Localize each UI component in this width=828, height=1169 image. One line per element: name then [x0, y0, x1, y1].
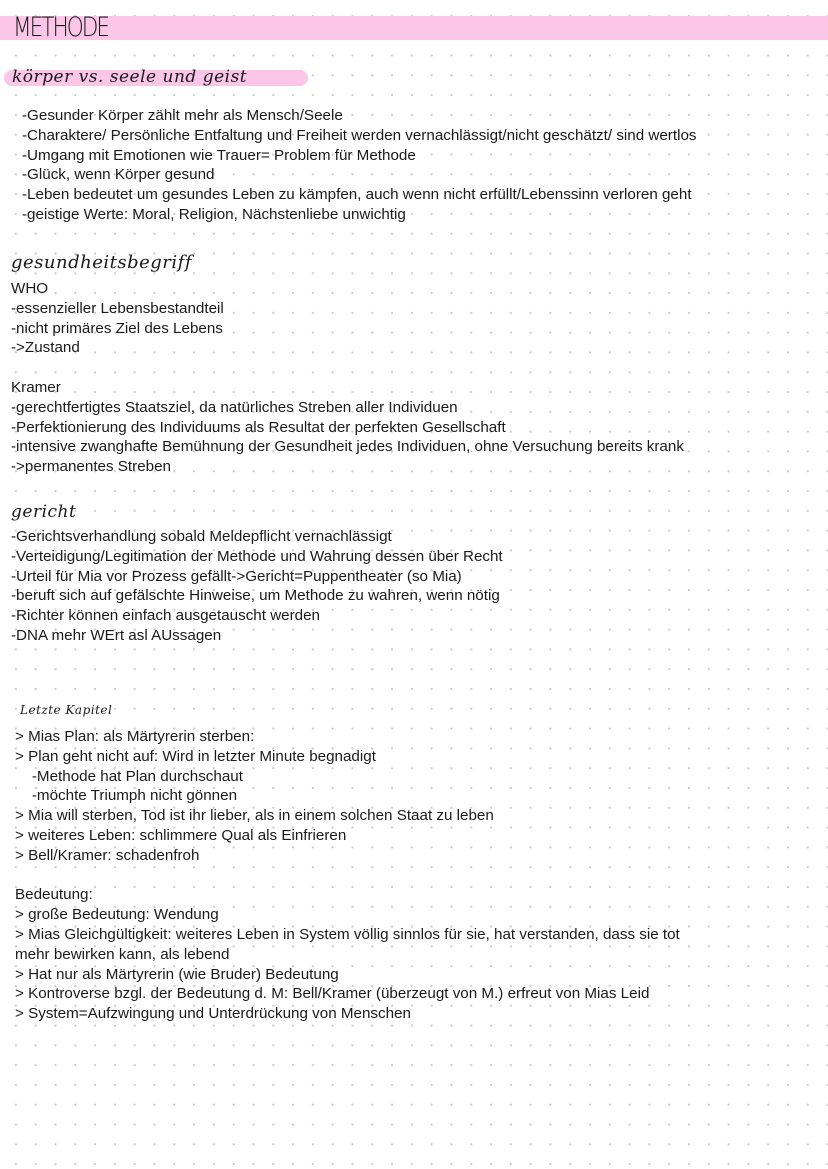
note-line: > Bell/Kramer: schadenfroh: [15, 846, 200, 864]
note-line: -Urteil für Mia vor Prozess gefällt->Gericht=Puppentheater (so Mia): [11, 567, 462, 585]
note-line: -Umgang mit Emotionen wie Trauer= Problem für Methode: [22, 146, 416, 164]
note-line: ->Zustand: [11, 339, 80, 357]
note-line: -gerechtfertigtes Staatsziel, da natürliches Streben aller Individuen: [11, 398, 458, 416]
note-line: > Hat nur als Märtyrerin (wie Bruder) Bedeutung: [15, 965, 339, 983]
page-title: METHODE: [13, 12, 109, 43]
note-line: -DNA mehr WErt asl AUssagen: [11, 626, 222, 644]
note-line: -Verteidigung/Legitimation der Methode und Wahrung dessen über Recht: [11, 547, 503, 565]
note-line: -essenzieller Lebensbestandteil: [11, 299, 224, 317]
note-line: > Mia will sterben, Tod ist ihr lieber, als in einem solchen Staat zu leben: [15, 807, 494, 825]
note-line-empty: [11, 358, 684, 378]
note-line-empty: [15, 866, 795, 886]
note-line: > weiteres Leben: schlimmere Qual als Einfrieren: [15, 826, 347, 844]
gesundheit-notes: [11, 279, 684, 477]
note-line: -nicht primäres Ziel des Lebens: [11, 319, 223, 337]
koerper-notes: [22, 106, 697, 225]
note-line: Bedeutung:: [15, 886, 93, 904]
heading-koerper: körper vs. seele und geist: [12, 67, 248, 87]
note-line: -Richter können einfach ausgetauscht werden: [11, 607, 321, 625]
note-line: -Perfektionierung des Individuums als Resultat der perfekten Gesellschaft: [11, 418, 506, 436]
note-line: WHO: [11, 280, 49, 297]
note-line: -Charaktere/ Persönliche Entfaltung und Freiheit werden vernachlässigt/nicht geschätzt/ sind wertlos: [22, 126, 697, 144]
heading-kapitel: Letzte Kapitel: [20, 703, 113, 717]
note-line: > Mias Plan: als Märtyrerin sterben:: [15, 728, 255, 745]
note-line: -möchte Triumph nicht gönnen: [15, 787, 238, 805]
note-line: > Plan geht nicht auf: Wird in letzter Minute begnadigt: [15, 747, 376, 765]
note-line: > Kontroverse bzgl. der Bedeutung d. M: Bell/Kramer (überzeugt von M.) erfreut von Mias Leid: [15, 985, 650, 1003]
note-line: -Leben bedeutet um gesundes Leben zu kämpfen, auch wenn nicht erfüllt/Lebenssinn verloren geht: [22, 186, 692, 204]
note-line: -Gerichtsverhandlung sobald Meldepflicht vernachlässigt: [11, 528, 392, 545]
note-line: -beruft sich auf gefälschte Hinweise, um Methode zu wahren, wenn nötig: [11, 587, 500, 605]
kapitel-notes: [15, 727, 795, 1024]
note-line: ->permanentes Streben: [11, 458, 171, 476]
note-line: mehr bewirken kann, als lebend: [15, 945, 230, 963]
note-line: -Methode hat Plan durchschaut: [15, 767, 243, 785]
heading-gericht: gericht: [11, 502, 77, 522]
gericht-notes: [11, 527, 503, 646]
heading-gesundheit: gesundheitsbegriff: [11, 252, 192, 273]
note-line: -geistige Werte: Moral, Religion, Nächstenliebe unwichtig: [22, 205, 406, 223]
note-line: Kramer: [11, 378, 61, 396]
note-line: -Glück, wenn Körper gesund: [22, 166, 215, 184]
note-line: > Mias Gleichgültigkeit: weiteres Leben in System völlig sinnlos für sie, hat verstanden, dass sie tot: [15, 925, 680, 943]
note-line: -intensive zwanghafte Bemühnung der Gesundheit jedes Individuen, ohne Versuchung bereits krank: [11, 438, 684, 456]
note-line: > System=Aufzwingung und Unterdrückung von Menschen: [15, 1005, 411, 1023]
note-line: -Gesunder Körper zählt mehr als Mensch/Seele: [22, 107, 343, 124]
note-line: > große Bedeutung: Wendung: [15, 906, 219, 924]
title-highlight: [0, 16, 828, 40]
